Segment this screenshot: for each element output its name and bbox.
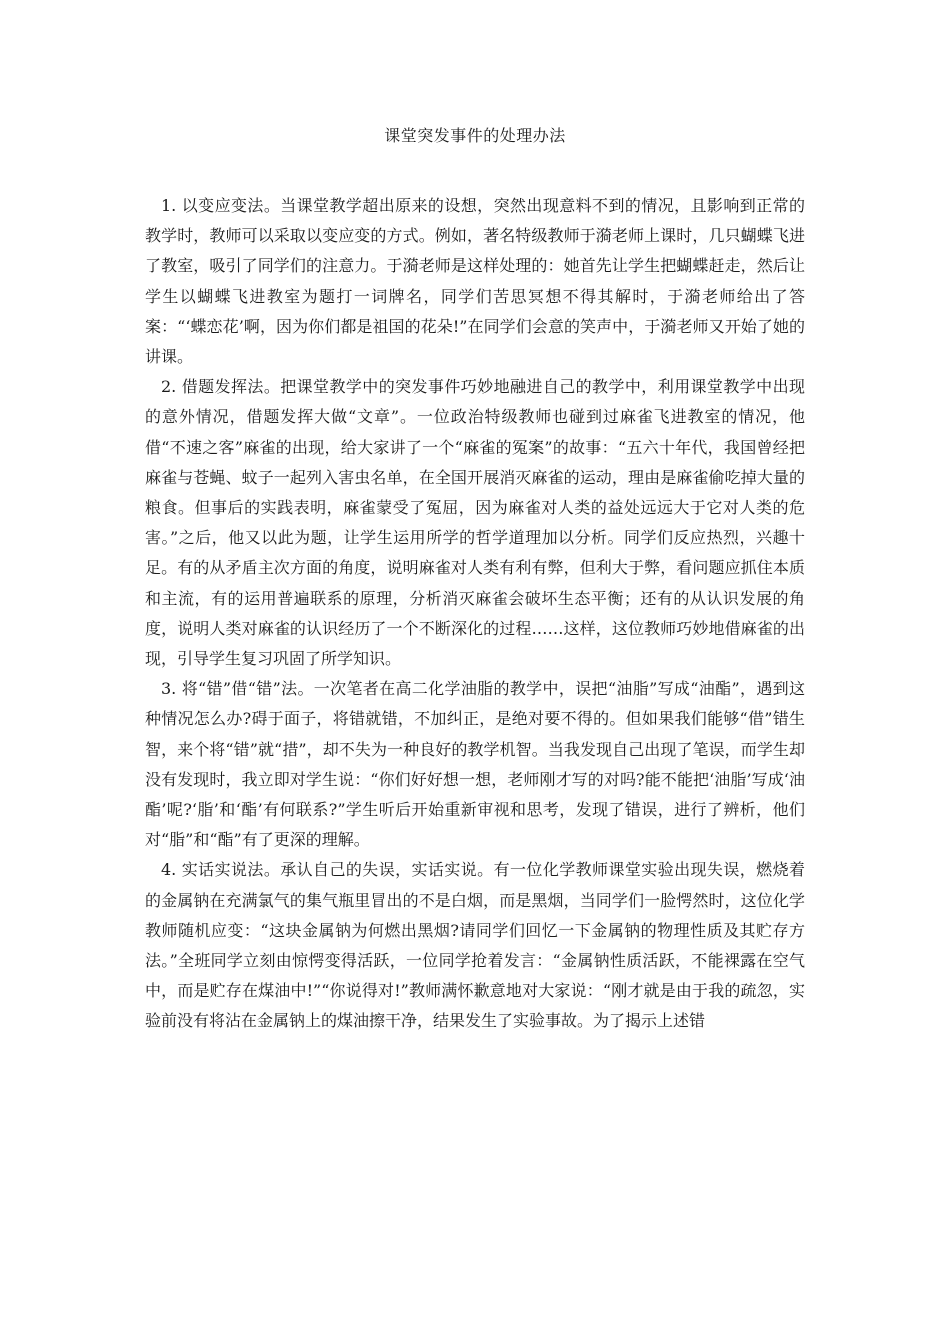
paragraph-method-4: 4. 实话实说法。承认自己的失误，实话实说。有一位化学教师课堂实验出现失误，燃烧着的金属钠在充满氯气的集气瓶里冒出的不是白烟，而是黑烟，当同学们一脸愕然时，这位化学教师随机应变：“这块金属钠为何燃出黑烟?请同学们回忆一下金属钠的物理性质及其贮存方法。”全班同学立刻由惊愕变得活跃，一位同学抢着发言：“金属钠性质活跃，不能裸露在空气中，而是贮存在煤油中!”“你说得对!”教师满怀歉意地对大家说：“刚才就是由于我的疏忽，实验前没有将沾在金属钠上的煤油擦干净，结果发生了实验事故。为了揭示上述错 — [145, 860, 805, 1031]
paragraph-method-2: 2. 借题发挥法。把课堂教学中的突发事件巧妙地融进自己的教学中，利用课堂教学中出现的意外情况，借题发挥大做“文章”。一位政治特级教师也碰到过麻雀飞进教室的情况，他借“不速之客”麻雀的出现，给大家讲了一个“麻雀的冤案”的故事：“五六十年代，我国曾经把麻雀与苍蝇、蚊子一起列入害虫名单，在全国开展消灭麻雀的运动，理由是麻雀偷吃掉大量的粮食。但事后的实践表明，麻雀蒙受了冤屈，因为麻雀对人类的益处远远大于它对人类的危害。”之后，他又以此为题，让学生运用所学的哲学道理加以分析。同学们反应热烈，兴趣十足。有的从矛盾主次方面的角度，说明麻雀对人类有利有弊，但利大于弊，看问题应抓住本质和主流，有的运用普遍联系的原理，分析消灭麻雀会破坏生态平衡；还有的从认识发展的角度，说明人类对麻雀的认识经历了一个不断深化的过程……这样，这位教师巧妙地借麻雀的出现，引导学生复习巩固了所学知识。 — [145, 377, 805, 669]
paragraph-method-1: 1. 以变应变法。当课堂教学超出原来的设想，突然出现意料不到的情况，且影响到正常的教学时，教师可以采取以变应变的方式。例如，著名特级教师于漪老师上课时，几只蝴蝶飞进了教室，吸引了同学们的注意力。于漪老师是这样处理的：她首先让学生把蝴蝶赶走，然后让学生以蝴蝶飞进教室为题打一词牌名，同学们苦思冥想不得其解时，于漪老师给出了答案：“‘蝶恋花’啊，因为你们都是祖国的花朵!”在同学们会意的笑声中，于漪老师又开始了她的讲课。 — [145, 196, 805, 367]
document-body — [145, 191, 805, 1037]
paragraph-method-3: 3. 将“错”借“错”法。一次笔者在高二化学油脂的教学中，误把“油脂”写成“油酯”，遇到这种情况怎么办?碍于面子，将错就错，不加纠正，是绝对要不得的。但如果我们能够“借”错生智，来个将“错”就“措”，却不失为一种良好的教学机智。当我发现自己出现了笔误，而学生却没有发现时，我立即对学生说：“你们好好想一想，老师刚才写的对吗?能不能把‘油脂’写成‘油酯’呢?‘脂’和‘酯’有何联系?”学生听后开始重新审视和思考，发现了错误，进行了辨析，他们对“脂”和“酯”有了更深的理解。 — [145, 679, 805, 850]
document-title: 课堂突发事件的处理办法 — [384, 126, 566, 145]
